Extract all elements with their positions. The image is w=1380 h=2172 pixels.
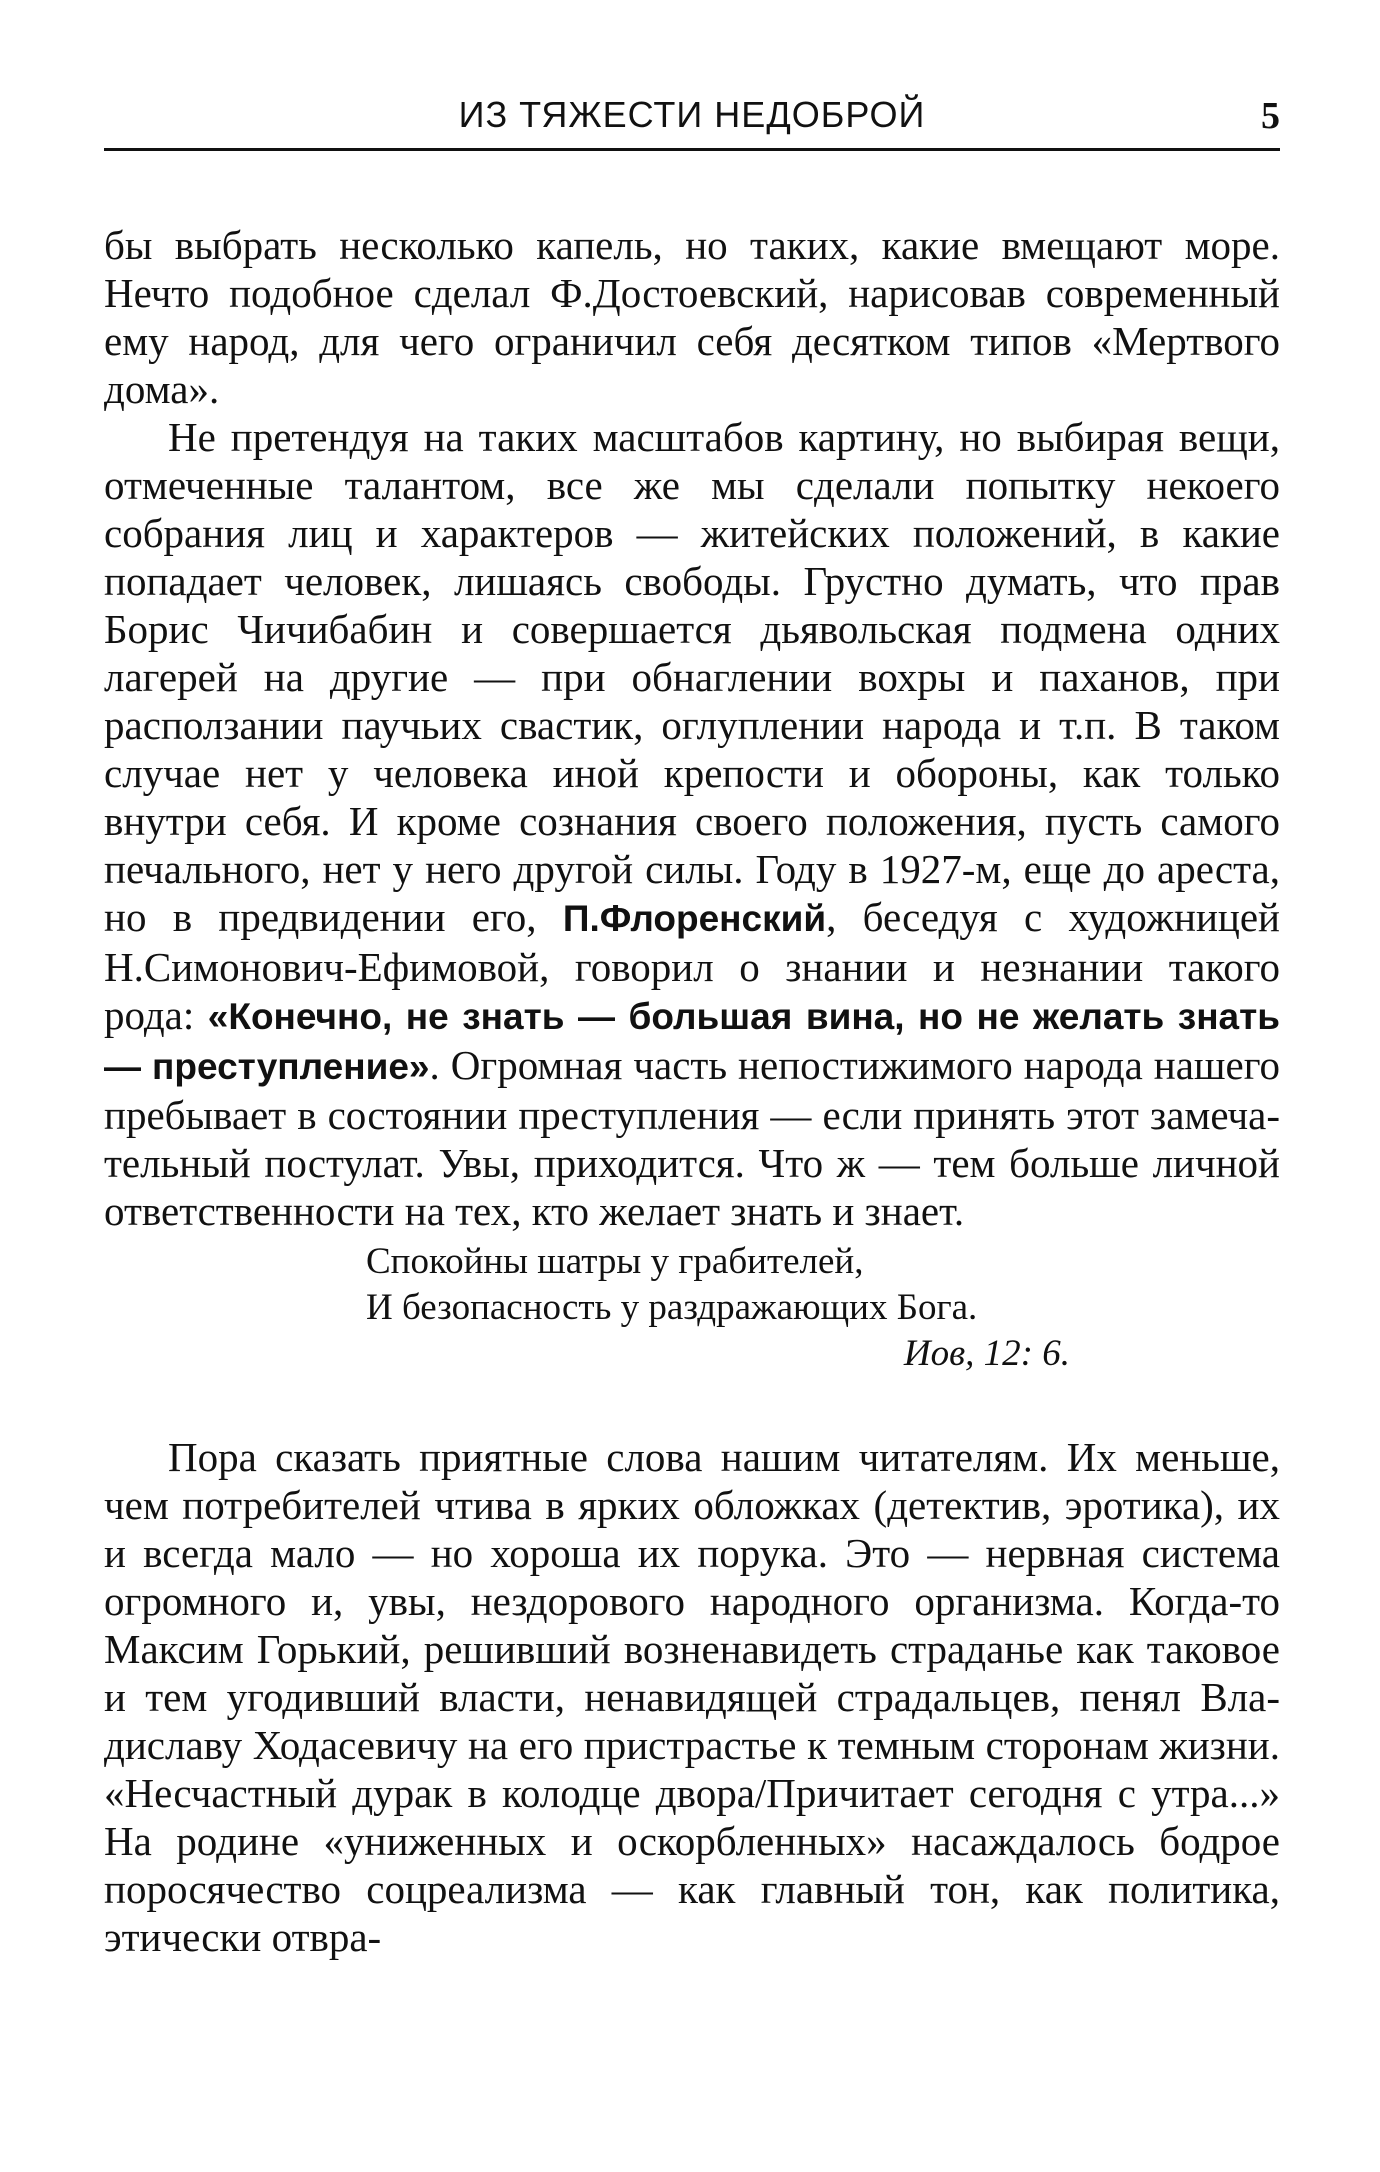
paragraph-2-text-c: . Огромная часть непостижимого народа нашего пребывает в состоянии преступления — если принять этот замечательный постулат. Увы, приходится. Что ж — тем больше личной ответственности на тех, кто желает знать и знает. — [104, 1042, 1280, 1234]
paragraph-2-text-b: , беседуя с художницей Н.Симонович-Ефимовой, говорил о знании и незнании такого рода: — [104, 894, 1280, 1038]
paragraph-1: бы выбрать несколько капель, но таких, какие вмещают море. Нечто подобное сделал Ф.Достоевский, нарисовав современный ему народ, для чего ограничил себя десятком типов «Мертвого дома». — [104, 222, 1280, 412]
section-gap — [104, 1377, 1280, 1433]
running-header — [104, 88, 1280, 151]
body-text — [104, 221, 1280, 1961]
paragraph-2 — [104, 413, 1280, 1235]
book-page — [104, 88, 1280, 1961]
page-number: 5 — [1261, 95, 1280, 137]
epigraph-line-2: И безопасность у раздражающих Бога. — [366, 1287, 978, 1328]
paragraph-2-text-a: Не претендуя на таких масштабов картину, но выбирая вещи, отмеченные талантом, все же мы сделали попытку некоего собрания лиц и характеров — житейских положений, в какие попадает человек, лишаясь свободы. Грустно думать, что прав Борис Чичибабин и совершается дьявольская подмена одних лагерей на другие — при обнаглении вохры и паханов, при расползании паучьих свастик, оглуплении народа и т.п. В таком случае нет у человека иной крепости и обороны, как только внутри себя. И кроме сознания своего положения, пусть самого печального, нет у него другой силы. Году в 1927-м, еще до ареста, но в предвидении его, — [104, 414, 1280, 940]
florensky-quote: «Конечно, не знать — большая вина, но не желать знать — преступление» — [104, 996, 1280, 1087]
running-title: ИЗ ТЯЖЕСТИ НЕДОБРОЙ — [458, 94, 926, 135]
epigraph — [366, 1239, 1280, 1331]
epigraph-line-1: Спокойны шатры у грабителей, — [366, 1241, 864, 1282]
paragraph-3: Пора сказать приятные слова нашим читателям. Их меньше, чем потребителей чтива в ярких обложках (детектив, эротика), их и всегда мало — но хороша их порука. Это — нервная система огромного и, увы, нездорового народного организма. Когда-то Максим Горький, решивший возненавидеть страданье как таковое и тем угодивший власти, ненавидящей страдальцев, пенял Владиславу Ходасевичу на его пристрастье к темным сторонам жизни. «Несчастный дурак в колодце двора/Причитает сегодня с утра...» На родине «униженных и оскорбленных» насаждалось бодрое поросячество соцреализма — как главный тон, как политика, этически отвра- — [104, 1434, 1280, 1960]
epigraph-source: Иов, 12: 6. — [903, 1333, 1070, 1374]
florensky-name: П.Флоренский — [562, 898, 827, 939]
